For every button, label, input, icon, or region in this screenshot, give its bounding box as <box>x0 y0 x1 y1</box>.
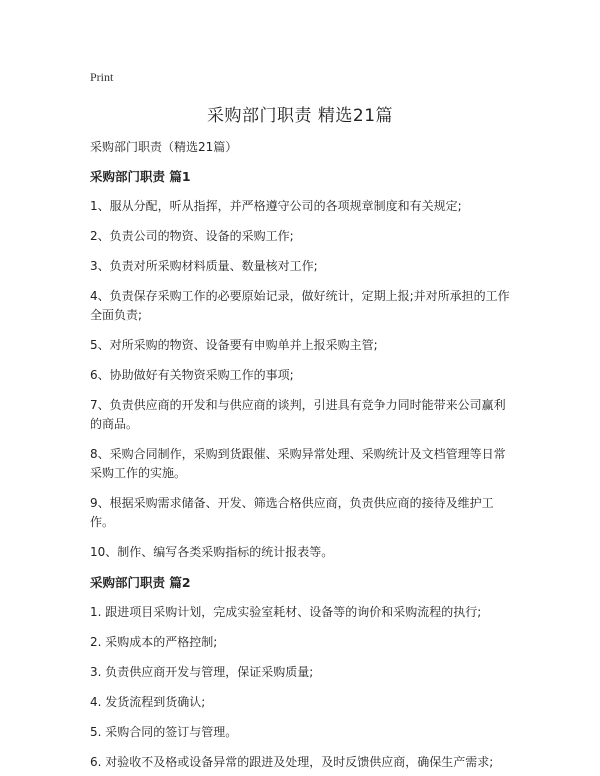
list-item: 8、采购合同制作，采购到货跟催、采购异常处理、采购统计及文档管理等日常采购工作的实施。 <box>90 447 506 480</box>
section-heading: 采购部门职责 篇1 <box>90 169 191 184</box>
list-item: 2. 采购成本的严格控制; <box>90 635 218 649</box>
list-item: 6、协助做好有关物资采购工作的事项; <box>90 368 294 382</box>
list-item: 6. 对验收不及格或设备异常的跟进及处理，及时反馈供应商，确保生产需求; <box>90 755 494 769</box>
list-item: 4、负责保存采购工作的必要原始记录，做好统计，定期上报;并对所承担的工作全面负责; <box>90 289 510 322</box>
section-1 <box>90 167 510 562</box>
list-item: 1、服从分配，听从指挥，并严格遵守公司的各项规章制度和有关规定; <box>90 199 462 213</box>
list-item: 1. 跟进项目采购计划，完成实验室耗材、设备等的询价和采购流程的执行; <box>90 605 482 619</box>
list-item: 3. 负责供应商开发与管理，保证采购质量; <box>90 665 314 679</box>
section-2 <box>90 573 510 772</box>
document-title: 采购部门职责 精选21篇 <box>206 106 394 126</box>
document-subtitle: 采购部门职责（精选21篇） <box>90 140 238 154</box>
list-item: 7、负责供应商的开发和与供应商的谈判，引进具有竞争力同时能带来公司赢利的商品。 <box>90 398 506 431</box>
print-label: Print <box>90 70 114 84</box>
list-item: 5、对所采购的物资、设备要有申购单并上报采购主管; <box>90 338 378 352</box>
list-item: 9、根据采购需求储备、开发、筛选合格供应商，负责供应商的接待及维护工作。 <box>90 496 494 529</box>
section-heading: 采购部门职责 篇2 <box>90 575 191 590</box>
list-item: 3、负责对所采购材料质量、数量核对工作; <box>90 259 318 273</box>
list-item: 10、制作、编写各类采购指标的统计报表等。 <box>90 545 334 559</box>
list-item: 4. 发货流程到货确认; <box>90 695 206 709</box>
list-item: 5. 采购合同的签订与管理。 <box>90 725 238 739</box>
list-item: 2、负责公司的物资、设备的采购工作; <box>90 229 294 243</box>
